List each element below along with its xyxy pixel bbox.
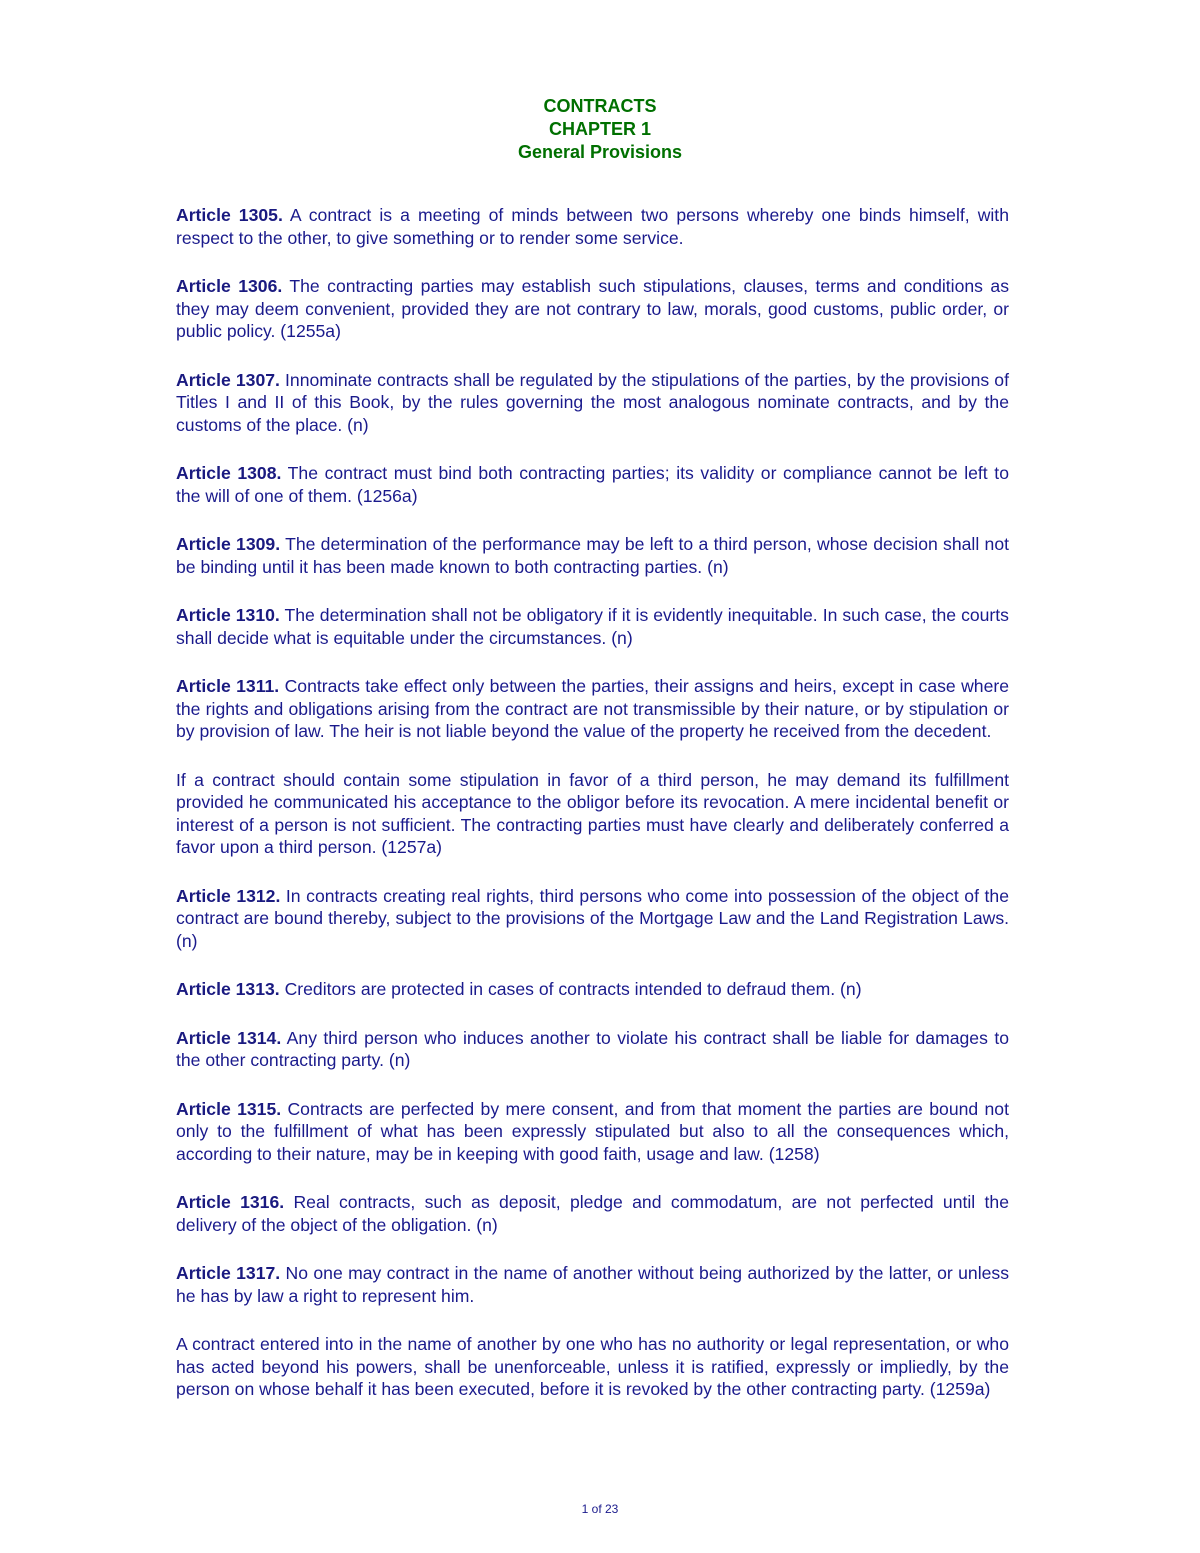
article-paragraph [176, 1098, 1009, 1166]
article-paragraph [176, 604, 1009, 649]
article-paragraph [176, 1027, 1009, 1072]
article-number: Article 1312. [176, 885, 281, 906]
article-paragraph [176, 675, 1009, 743]
article-paragraph [176, 533, 1009, 578]
article-number: Article 1317. [176, 1263, 281, 1283]
article-text: The determination of the performance may be left to a third person, whose decision shall not be binding until it has been made known to both contracting parties. (n) [176, 534, 1009, 577]
article-number: Article 1309. [176, 534, 281, 554]
article-paragraph [176, 1333, 1009, 1401]
chapter-heading: CHAPTER 1 [548, 119, 651, 139]
article-text: The contract must bind both contracting parties; its validity or compliance cannot be left to the will of one of them. (1256a) [176, 463, 1009, 506]
article-number: Article 1313. [176, 979, 280, 999]
article-number: Article 1310. [176, 605, 280, 625]
article-paragraph [176, 885, 1009, 953]
article-paragraph [176, 275, 1009, 343]
article-number: Article 1308. [176, 463, 282, 483]
article-number: Article 1307. [176, 369, 280, 390]
article-text: Contracts are perfected by mere consent, and from that moment the parties are bound not only to the fulfillment of what has been expressly stipulated but also to all the consequences which, according to their nature, may be in keeping with good faith, usage and law. (1258) [176, 1098, 1009, 1164]
article-paragraph [176, 978, 1009, 1001]
article-text: If a contract should contain some stipulation in favor of a third person, he may demand its fulfillment provided he communicated his acceptance to the obligor before its revocation. A mere incidental benefit or interest of a person is not sufficient. The contracting parties must have clearly and deliberately conferred a favor upon a third person. (1257a) [176, 769, 1009, 857]
article-number: Article 1316. [176, 1192, 285, 1212]
article-paragraph [176, 1191, 1009, 1236]
article-text: Real contracts, such as deposit, pledge and commodatum, are not perfected until the delivery of the object of the obligation. (n) [176, 1192, 1009, 1235]
article-text: A contract entered into in the name of another by one who has no authority or legal representation, or who has acted beyond his powers, shall be unenforceable, unless it is ratified, expressly or impliedly, by the person on whose behalf it has been executed, before it is revoked by the other contracting party. (1259a) [176, 1334, 1009, 1399]
article-number: Article 1315. [176, 1098, 282, 1119]
article-paragraph [176, 204, 1009, 249]
article-text: Innominate contracts shall be regulated by the stipulations of the parties, by the provisions of Titles I and II of this Book, by the rules governing the most analogous nominate contracts, and by the customs of the place. (n) [176, 369, 1009, 435]
article-text: Creditors are protected in cases of contracts intended to defraud them. (n) [279, 979, 862, 999]
chapter-subtitle: General Provisions [517, 142, 683, 162]
article-text: A contract is a meeting of minds between two persons whereby one binds himself, with respect to the other, to give something or to render some service. [176, 205, 1009, 248]
article-text: The determination shall not be obligatory if it is evidently inequitable. In such case, the courts shall decide what is equitable under the circumstances. (n) [176, 605, 1009, 648]
article-number: Article 1314. [176, 1027, 282, 1048]
article-number: Article 1311. [176, 676, 280, 696]
document-header [0, 95, 1200, 164]
article-text: The contracting parties may establish such stipulations, clauses, terms and conditions as they may deem convenient, provided they are not contrary to law, morals, good customs, public order, or public policy. (1255a) [176, 276, 1009, 341]
article-text: Any third person who induces another to violate his contract shall be liable for damages to the other contracting party. (n) [176, 1027, 1009, 1070]
article-text: No one may contract in the name of another without being authorized by the latter, or unless he has by law a right to represent him. [176, 1263, 1009, 1306]
article-number: Article 1306. [176, 276, 283, 296]
page-number: 1 of 23 [581, 1502, 619, 1516]
article-paragraph [176, 462, 1009, 507]
document-title: CONTRACTS [543, 96, 657, 116]
articles-body [176, 204, 1009, 1427]
article-paragraph [176, 769, 1009, 859]
article-paragraph [176, 1262, 1009, 1307]
article-text: Contracts take effect only between the parties, their assigns and heirs, except in case where the rights and obligations arising from the contract are not transmissible by their nature, or by stipulation or by provision of law. The heir is not liable beyond the value of the property he received from the decedent. [176, 676, 1009, 741]
article-text: In contracts creating real rights, third persons who come into possession of the object of the contract are bound thereby, subject to the provisions of the Mortgage Law and the Land Registration Laws. (n) [176, 885, 1009, 951]
article-paragraph [176, 369, 1009, 437]
article-number: Article 1305. [176, 205, 283, 225]
